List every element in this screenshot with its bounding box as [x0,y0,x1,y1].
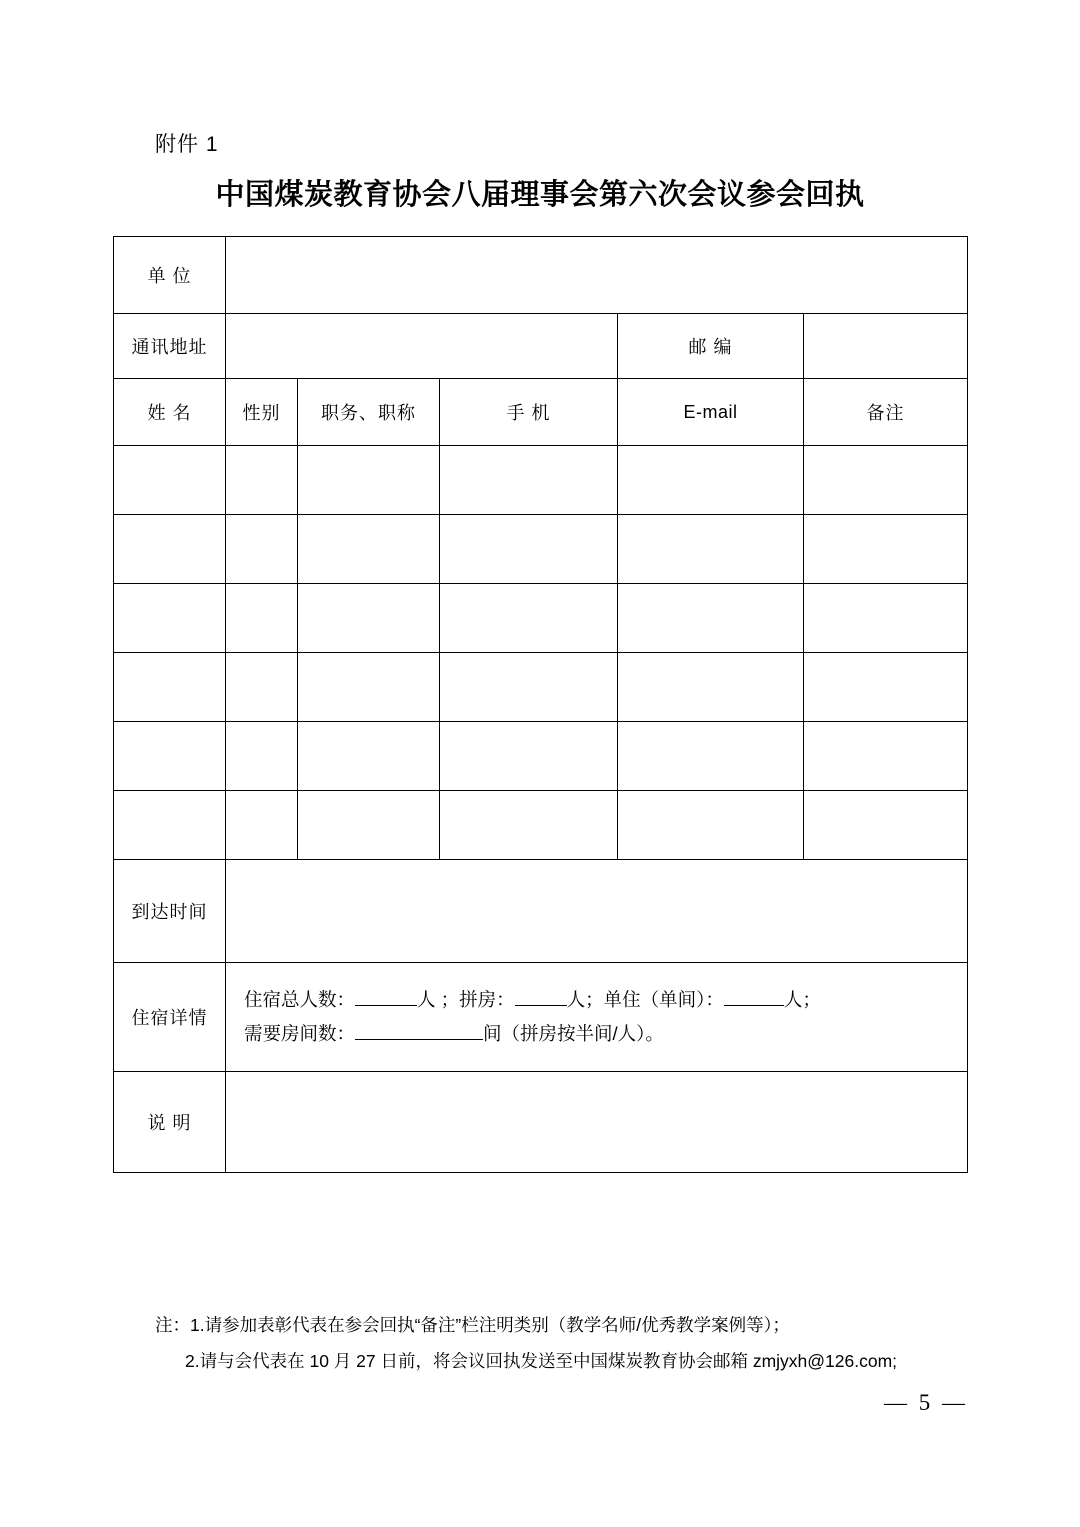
header-name: 姓 名 [114,379,226,446]
table-row [114,515,968,584]
cell-email[interactable] [618,653,804,722]
cell-remark[interactable] [804,584,968,653]
cell-mobile[interactable] [440,653,618,722]
header-email: E-mail [618,379,804,446]
lodging-single-blank[interactable] [724,987,784,1006]
header-position: 职务、职称 [298,379,440,446]
cell-position[interactable] [298,446,440,515]
cell-remark[interactable] [804,446,968,515]
page-number: — 5 — [884,1390,968,1415]
cell-gender[interactable] [226,722,298,791]
cell-position[interactable] [298,653,440,722]
postcode-value-cell[interactable] [804,314,968,379]
page-title: 中国煤炭教育协会八届理事会第六次会议参会回执 [215,177,865,211]
header-gender: 性别 [226,379,298,446]
cell-mobile[interactable] [440,515,618,584]
cell-mobile[interactable] [440,791,618,860]
lodging-label: 住宿详情 [114,963,226,1072]
postcode-label: 邮 编 [618,314,804,379]
table-row-address [114,314,968,379]
cell-mobile[interactable] [440,584,618,653]
cell-gender[interactable] [226,653,298,722]
table-row-lodging [114,963,968,1072]
cell-name[interactable] [114,722,226,791]
lodging-single-label: 人；单住（单间）： [566,989,724,1010]
form-notes [113,1307,973,1379]
cell-name[interactable] [114,791,226,860]
header-mobile: 手 机 [440,379,618,446]
cell-email[interactable] [618,515,804,584]
explain-value-cell[interactable] [226,1072,968,1173]
cell-email[interactable] [618,584,804,653]
lodging-rooms-blank[interactable] [355,1021,483,1040]
lodging-share-blank[interactable] [515,987,567,1006]
cell-remark[interactable] [804,653,968,722]
cell-name[interactable] [114,653,226,722]
table-row [114,791,968,860]
cell-gender[interactable] [226,791,298,860]
lodging-rooms-label: 需要房间数： [244,1023,356,1044]
lodging-detail-text [226,973,967,1061]
lodging-total-label: 住宿总人数： [244,989,356,1010]
cell-remark[interactable] [804,791,968,860]
table-row-explain [114,1072,968,1173]
attachment-label: 附件 1 [155,133,219,156]
note-line-2: 2.请与会代表在 10 月 27 日前，将会议回执发送至中国煤炭教育协会邮箱 zmjyxh@126.com; [185,1351,898,1371]
cell-gender[interactable] [226,446,298,515]
note-line-1: 注：1.请参加表彰代表在参会回执“备注”栏注明类别（教学名师/优秀教学案例等）； [155,1315,790,1335]
cell-name[interactable] [114,515,226,584]
cell-position[interactable] [298,791,440,860]
unit-label: 单 位 [114,237,226,314]
table-row [114,584,968,653]
cell-email[interactable] [618,791,804,860]
cell-mobile[interactable] [440,446,618,515]
cell-position[interactable] [298,584,440,653]
explain-label: 说 明 [114,1072,226,1173]
table-row [114,722,968,791]
lodging-total-blank[interactable] [355,987,417,1006]
unit-value-cell[interactable] [226,237,968,314]
address-label: 通讯地址 [114,314,226,379]
table-row-arrival [114,860,968,963]
cell-gender[interactable] [226,584,298,653]
cell-name[interactable] [114,446,226,515]
cell-position[interactable] [298,515,440,584]
lodging-share-label: 人 ；拼房： [417,989,515,1010]
cell-remark[interactable] [804,515,968,584]
arrival-value-cell[interactable] [226,860,968,963]
cell-email[interactable] [618,446,804,515]
lodging-unit-label: 人； [783,989,821,1010]
lodging-rooms-note: 间（拼房按半间/人）。 [483,1023,664,1044]
cell-mobile[interactable] [440,722,618,791]
table-row [114,653,968,722]
cell-name[interactable] [114,584,226,653]
header-remark: 备注 [804,379,968,446]
lodging-value-cell[interactable] [226,963,968,1072]
registration-form-table [113,236,968,1173]
table-row-header [114,379,968,446]
lodging-line-1 [244,983,951,1017]
address-value-cell[interactable] [226,314,618,379]
cell-remark[interactable] [804,722,968,791]
lodging-line-2 [244,1017,951,1051]
table-row [114,446,968,515]
cell-email[interactable] [618,722,804,791]
table-row-unit [114,237,968,314]
arrival-label: 到达时间 [114,860,226,963]
cell-gender[interactable] [226,515,298,584]
cell-position[interactable] [298,722,440,791]
